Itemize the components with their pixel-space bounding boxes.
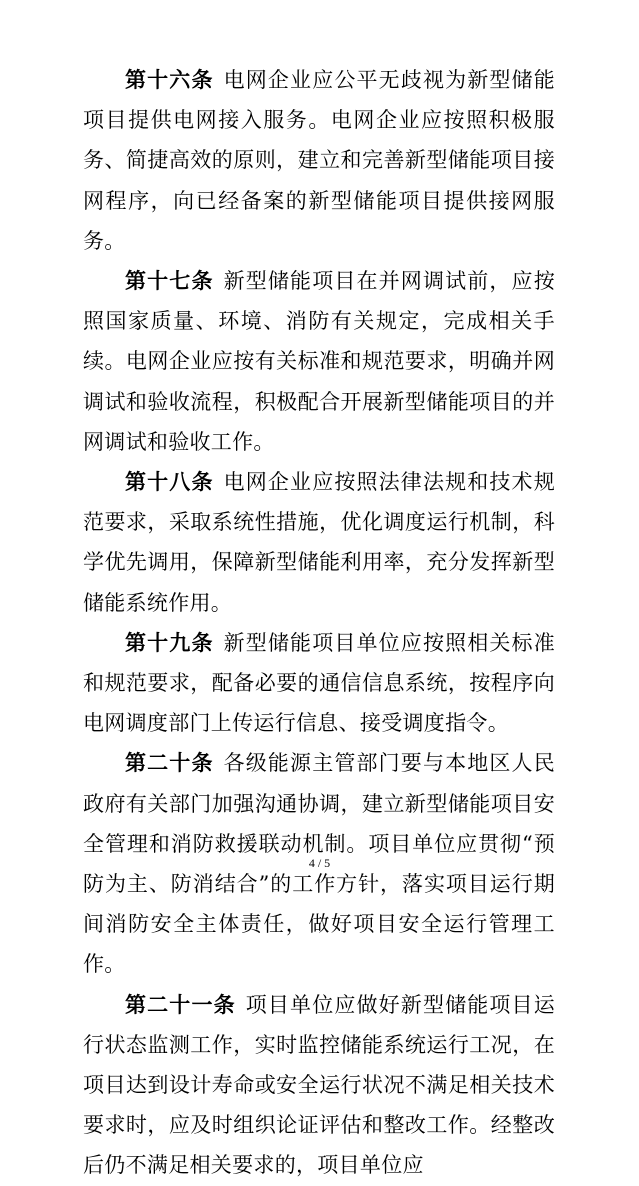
article-number: 第二十一条 bbox=[125, 992, 236, 1017]
article-18 bbox=[83, 462, 555, 623]
document-body bbox=[83, 60, 555, 1186]
article-number: 第十六条 bbox=[125, 68, 214, 92]
article-17 bbox=[83, 261, 555, 462]
article-19 bbox=[83, 623, 555, 744]
article-16 bbox=[83, 60, 555, 261]
article-number: 第十八条 bbox=[125, 470, 214, 495]
article-text: 新型储能项目在并网调试前，应按照国家质量、环境、消防有关规定，完成相关手续。电网企业应按有关标准和规范要求，明确并网调试和验收流程，积极配合开展新型储能项目的并网调试和验收工作。 bbox=[83, 269, 556, 454]
article-text: 各级能源主管部门要与本地区人民政府有关部门加强沟通协调，建立新型储能项目安全管理和消防救援联动机制。项目单位应贯彻“预防为主、防消结合”的工作方针，落实项目运行期间消防安全主体责任，做好项目安全运行管理工作。 bbox=[83, 751, 556, 977]
page-number: 4 / 5 bbox=[308, 856, 331, 870]
article-number: 第二十条 bbox=[125, 751, 214, 776]
article-text: 电网企业应公平无歧视为新型储能项目提供电网接入服务。电网企业应按照积极服务、简捷高效的原则，建立和完善新型储能项目接网程序，向已经备案的新型储能项目提供接网服务。 bbox=[83, 68, 556, 253]
article-number: 第十七条 bbox=[125, 269, 214, 294]
article-number: 第十九条 bbox=[125, 630, 214, 655]
article-21 bbox=[83, 985, 555, 1186]
article-text: 电网企业应按照法律法规和技术规范要求，采取系统性措施，优化调度运行机制，科学优先调用，保障新型储能利用率，充分发挥新型储能系统作用。 bbox=[83, 470, 556, 615]
article-text: 项目单位应做好新型储能项目运行状态监测工作，实时监控储能系统运行工况，在项目达到设计寿命或安全运行状况不满足相关技术要求时，应及时组织论证评估和整改工作。经整改后仍不满足相关要求的，项目单位应 bbox=[83, 992, 555, 1178]
article-text: 新型储能项目单位应按照相关标准和规范要求，配备必要的通信信息系统，按程序向电网调度部门上传运行信息、接受调度指令。 bbox=[83, 630, 556, 736]
